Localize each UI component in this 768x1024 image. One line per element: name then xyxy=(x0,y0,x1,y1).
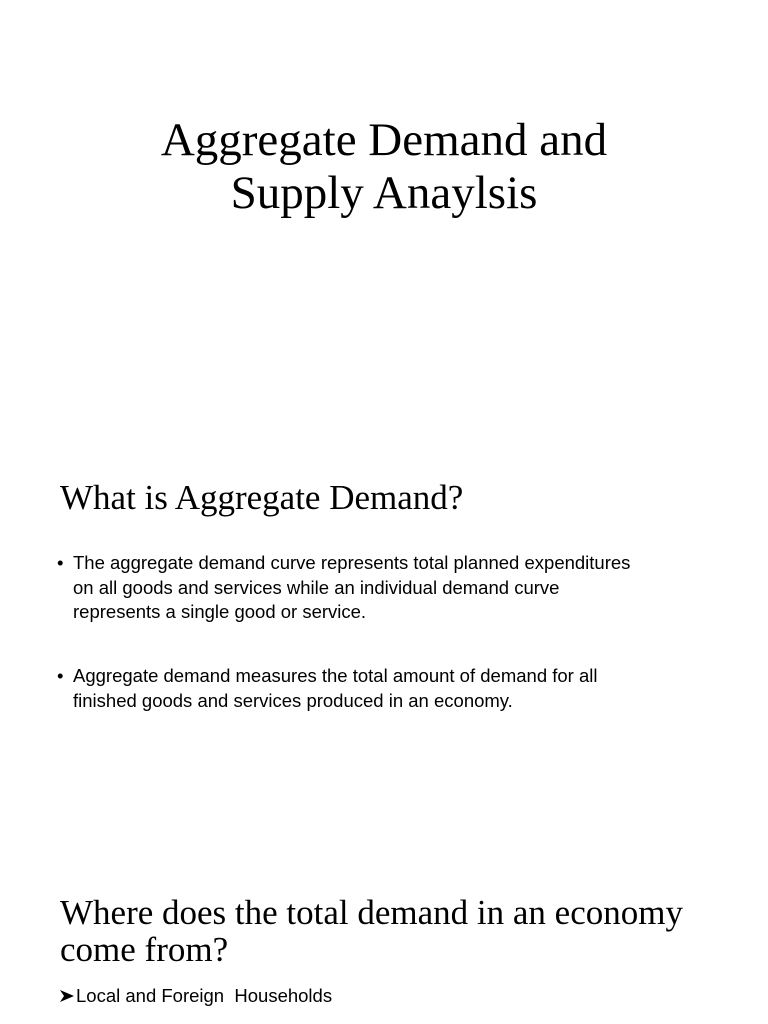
bullet-item xyxy=(57,551,737,625)
slide-title-line-2: Supply Anaylsis xyxy=(230,167,538,219)
bullet-text-line: finished goods and services produced in an economy. xyxy=(73,689,513,711)
arrow-bullet-icon xyxy=(59,989,75,1003)
bullet-item xyxy=(57,664,737,713)
section-heading-aggregate-demand: What is Aggregate Demand? xyxy=(60,478,464,517)
slide-title-line-1: Aggregate Demand and xyxy=(160,114,608,166)
section-heading-demand-sources xyxy=(60,894,683,968)
slide-title xyxy=(0,114,768,220)
section-heading-line-2: come from? xyxy=(60,930,229,969)
arrow-list-item-label: Local and Foreign Households xyxy=(76,985,333,1006)
bullet-list xyxy=(57,664,737,713)
bullet-dot-icon: • xyxy=(57,552,64,573)
bullet-list xyxy=(57,551,737,625)
bullet-text-line: The aggregate demand curve represents total planned expenditures xyxy=(73,552,631,573)
bullet-text-line: on all goods and services while an individual demand curve xyxy=(73,576,560,598)
arrow-list-item xyxy=(59,984,332,1008)
bullet-text-line: represents a single good or service. xyxy=(73,601,367,622)
bullet-text-line: Aggregate demand measures the total amount of demand for all xyxy=(73,665,598,686)
section-heading-line-1: Where does the total demand in an economy xyxy=(60,893,683,932)
bullet-dot-icon: • xyxy=(57,665,64,686)
